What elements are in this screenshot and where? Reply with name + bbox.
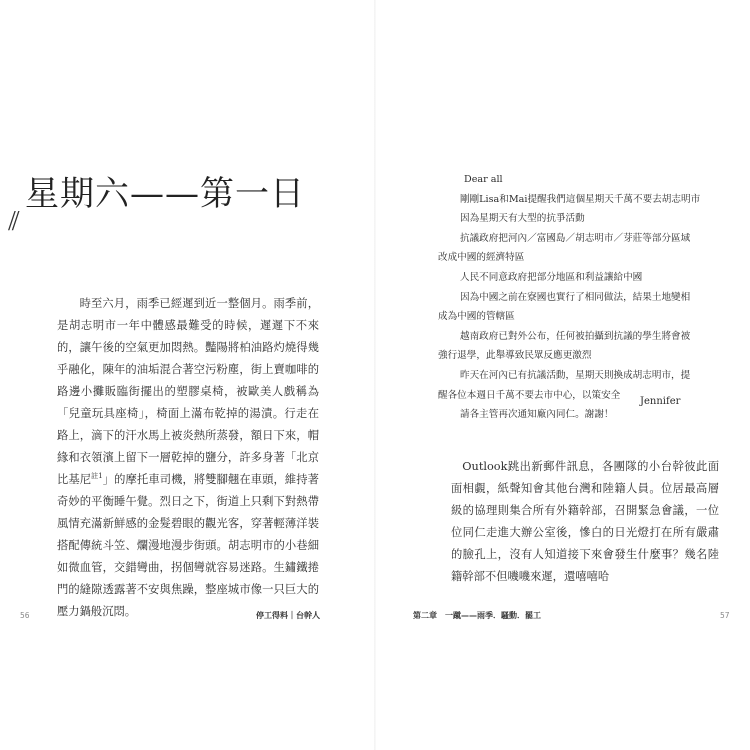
body-text-before-note: 時至六月，雨季已經遲到近一整個月。雨季前，是胡志明市一年中體感最難受的時候，遲遲下不來的，讓午後的空氣更加悶熱。豔陽將柏油路灼燒得幾乎融化，陳年的油垢混合著空污粉塵，街上賣咖啡的路邊小攤販臨街擺出的塑膠桌椅，被歐美人戲稱為「兒童玩具座椅」，椅面上滿布乾掉的湯漬。行走在路上，滴下的汗水馬上被炎熱所蒸發，額日下來，帽緣和衣領濱上留下一層乾掉的鹽分，許多身著「北京比基尼 — [57, 297, 319, 486]
letter-line: 因為星期天有大型的抗爭活動 — [460, 213, 585, 225]
footnote-ref[interactable]: 註1 — [91, 472, 103, 481]
letter-line: 因為中國之前在寮國也實行了相同做法，結果土地變相 — [460, 291, 691, 303]
left-body-paragraph — [57, 293, 319, 623]
letter-greeting: Dear all — [464, 174, 503, 185]
letter-line: 人民不同意政府把部分地區和利益讓給中國 — [460, 271, 643, 283]
email-letter — [438, 170, 713, 425]
letter-line: 強行退學，此舉導致民眾反應更激烈 — [438, 350, 592, 362]
right-body-paragraph: Outlook跳出新郵件訊息，各團隊的小台幹彼此面面相覷，紙聲知會其他台灣和陸籍人員。位居最高層級的協理則集合所有外籍幹部，召開緊急會議，一位位同仁走進大辦公室後，慘白的日光燈打在所有嚴肅的臉孔上，沒有人知道接下來會發生什麼事？幾名陸籍幹部不但嘰嘰來遲，還嘻嘻哈 — [451, 460, 719, 583]
section-mark: // — [8, 206, 16, 237]
running-head-left: 停工得料｜台幹人 — [256, 611, 320, 620]
letter-line: 成為中國的管轄區 — [438, 311, 515, 323]
letter-line: 請各主管再次通知廠內同仁。謝謝！ — [460, 409, 614, 421]
running-head-right: 第二章 一蹴——雨季．騷動．罷工 — [413, 611, 541, 620]
letter-line: 抗議政府把河內／富國島／胡志明市／芽莊等部分區域 — [460, 232, 691, 244]
chapter-title: 星期六——第一日 — [25, 174, 305, 214]
letter-signature: Jennifer — [640, 396, 681, 407]
letter-lines — [438, 190, 713, 425]
letter-line: 改成中國的經濟特區 — [438, 252, 525, 264]
body-text-after-note: 」的摩托車司機，將雙腳翹在車頭，維持著奇妙的平衡睡午覺。烈日之下，街道上只剩下對熱帶風情充滿新鮮感的金髮碧眼的觀光客，穿著輕薄洋裝搭配傳統斗笠、爛漫地漫步街頭。胡志明市的小巷細如微血管，交錯彎曲，拐個彎就容易迷路。生鏽鐵捲門的縫隙透露著不安與焦躁，整座城市像一只巨大的壓力鍋般沉悶。 — [57, 473, 319, 618]
page-gutter — [374, 0, 376, 750]
page-number-right: 57 — [720, 611, 730, 620]
letter-line: 醒各位本週日千萬不要去市中心，以策安全 — [438, 389, 621, 401]
page-number-left: 56 — [20, 611, 30, 620]
letter-line: 越南政府已對外公布，任何被拍攝到抗議的學生將會被 — [460, 330, 691, 342]
letter-line: 剛剛Lisa和Mai提醒我們這個星期天千萬不要去胡志明市 — [460, 193, 701, 205]
letter-line: 昨天在河內已有抗議活動，星期天則換成胡志明市，提 — [460, 369, 691, 381]
